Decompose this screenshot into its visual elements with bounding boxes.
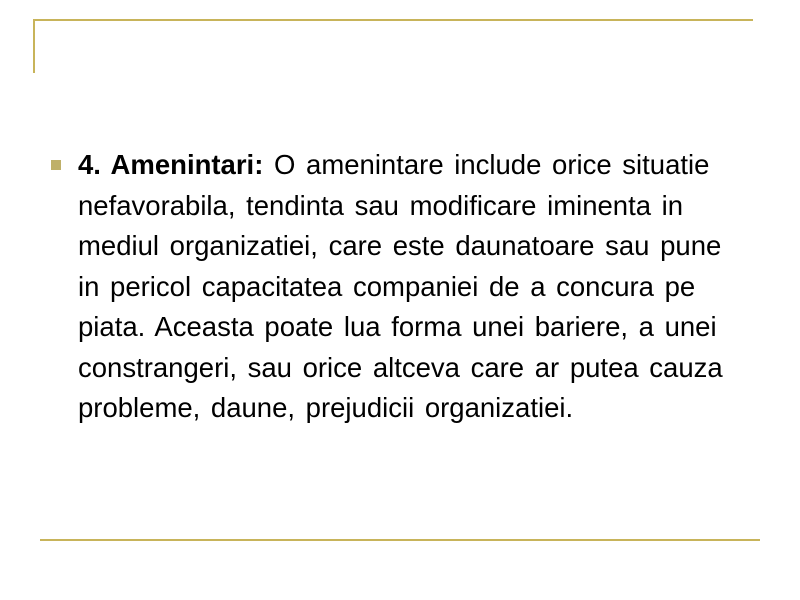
left-decorative-rule [33, 19, 35, 73]
bullet-body-text: O amenintare include orice situatie nefavorabila, tendinta sau modificare iminenta in mediul organizatiei, care este daunatoare sau pune in pericol capacitatea companiei de a concura pe piata. Aceasta poate lua forma unei bariere, a unei constrangeri, sau orice altceva care ar putea cauza probleme, daune, prejudicii organizatiei. [78, 149, 723, 423]
square-bullet-icon [51, 160, 61, 170]
top-decorative-rule [33, 19, 753, 21]
bullet-lead-title: 4. Amenintari: [78, 149, 264, 180]
bottom-decorative-rule [40, 539, 760, 541]
bullet-item [47, 145, 747, 429]
bullet-paragraph [78, 145, 744, 429]
